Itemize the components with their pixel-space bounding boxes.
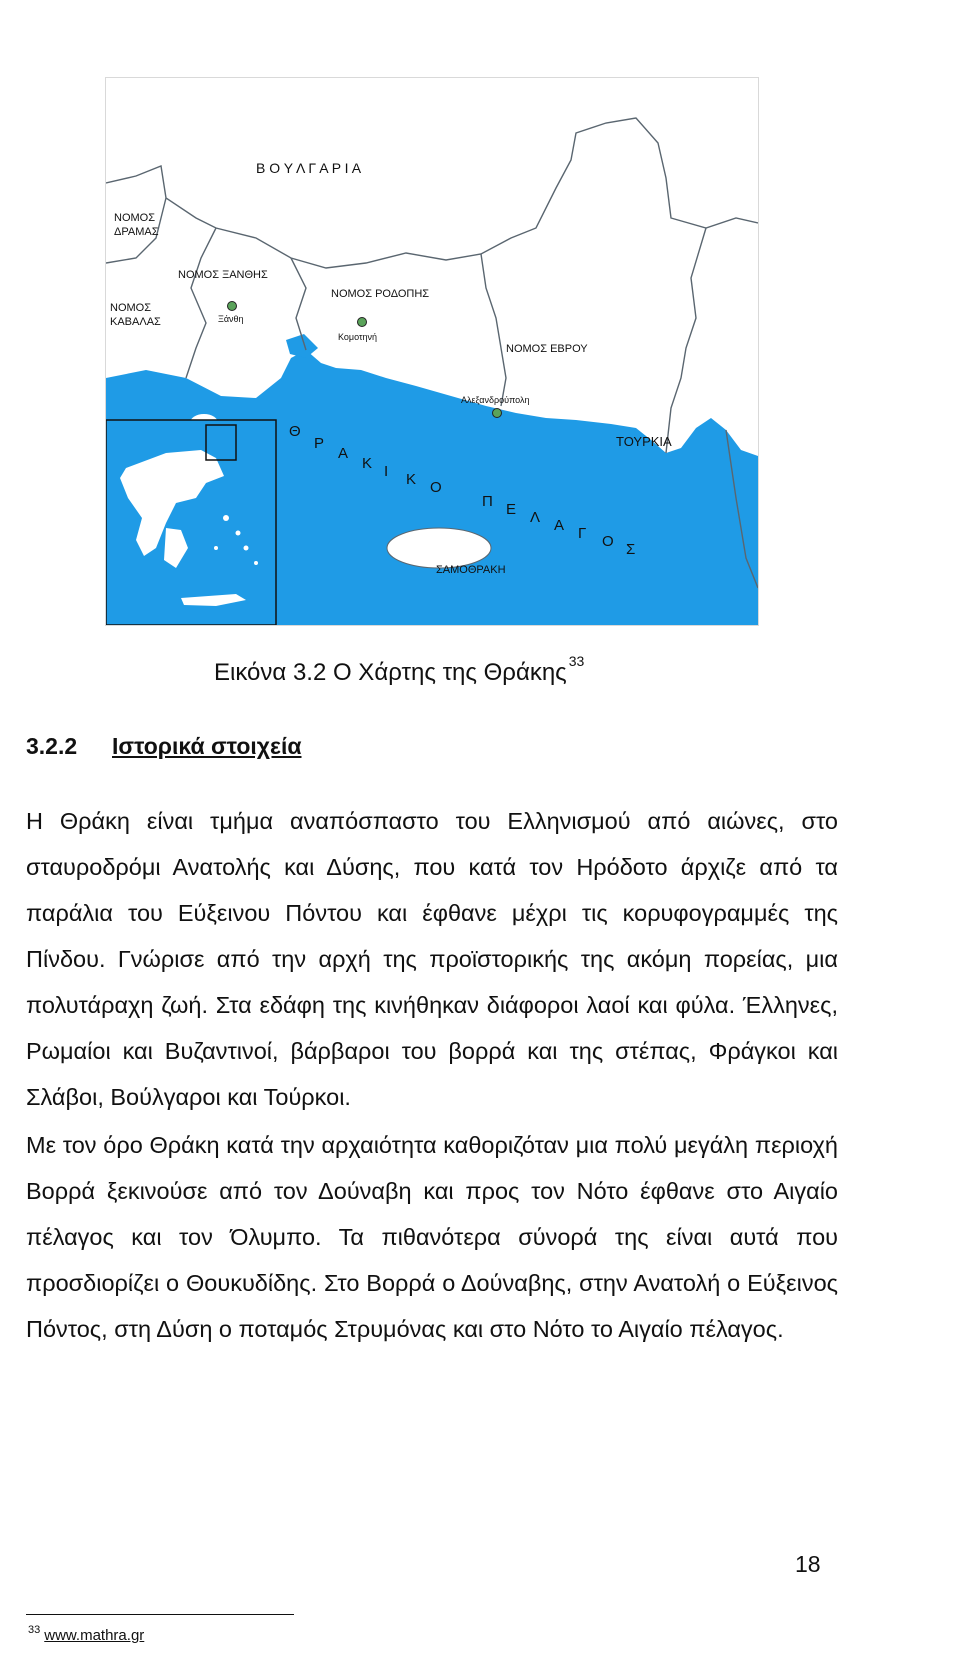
alexandroupoli-marker [493,409,502,418]
paragraph-boundaries: Με τον όρο Θράκη κατά την αρχαιότητα καθοριζόταν μια πολύ μεγάλη περιοχή Βορρά ξεκινούσε από τον Δούναβη και προς τον Νότο έφθανε στο Αιγαίο πέλαγος και τον Όλυμπο. Τα πιθανότερα σύνορά της είναι αυτά που προσδιορίζει ο Θουκυδίδης. Στο Βορρά ο Δούναβης, στην Ανατολή ο Εύξεινος Πόντος, στη Δύση ο ποταμός Στρυμόνας και στο Νότο το Αιγαίο πέλαγος. [26,1132,838,1342]
paragraph-history: Η Θράκη είναι τμήμα αναπόσπαστο του Ελληνισμού από αιώνες, στο σταυροδρόμι Ανατολής και Δύσης, που κατά τον Ηρόδοτο άρχιζε από τα παράλια του Εύξεινου Πόντου και έφθανε μέχρι τις κορυφογραμμές της Πίνδου. Γνώρισε από την αρχή της προϊστορικής της ακόμη πορείας, μια πολυτάραχη ζωή. Στα εδάφη της κινήθηκαν διάφοροι λαοί και φύλα. Έλληνες, Ρωμαίοι και Βυζαντινοί, βάρβαροι του βορρά και της στέπας, Φράγκοι και Σλάβοι, Βούλγαροι και Τούρκοι. [26,808,838,1110]
label-alexandroupoli-city: Αλεξανδρούπολη [461,395,530,405]
footnote-number: 33 [28,1624,41,1636]
label-turkey: ΤΟΥΡΚΙΑ [616,434,672,449]
label-kavala-line1: ΝΟΜΟΣ [110,302,152,314]
figure-caption [214,653,585,687]
sea-letter: Α [338,445,349,462]
sea-letter: Λ [530,509,541,526]
label-bulgaria: Β Ο Υ Λ Γ Α Ρ Ι Α [256,160,362,176]
figure-caption-text: Εικόνα 3.2 Ο Χάρτης της Θράκης [214,659,567,686]
page-number: 18 [795,1551,821,1577]
footnote [28,1624,145,1644]
label-komotini-city: Κομοτηνή [338,332,378,342]
sea-letter: Σ [626,541,636,558]
section-title: Ιστορικά στοιχεία [112,733,302,759]
caption-footnote-ref: 33 [568,653,585,669]
komotini-marker [358,318,367,327]
sea-letter: Θ [289,423,301,440]
label-drama-line2: ΔΡΑΜΑΣ [114,226,159,238]
label-xanthi-city: Ξάνθη [218,314,244,324]
label-evros-prefecture: ΝΟΜΟΣ ΕΒΡΟΥ [506,343,588,355]
greece-inset [106,420,276,625]
footnote-link[interactable]: www.mathra.gr [44,1627,145,1644]
section-heading [26,733,302,760]
sea-letter: Ι [384,463,389,480]
sea-letter: Ρ [314,435,325,452]
sea-letter: Α [554,517,565,534]
sea-letter: Ο [430,479,442,496]
sea-letter: Ε [506,501,517,518]
section-number: 3.2.2 [26,733,78,759]
samothraki-island [387,528,491,568]
sea-letter: Ο [602,533,614,550]
label-drama-line1: ΝΟΜΟΣ [114,212,156,224]
sea-letter: Κ [406,471,417,488]
label-kavala-line2: ΚΑΒΑΛΑΣ [110,316,161,328]
sea-letter: Π [482,493,493,510]
label-samothraki: ΣΑΜΟΘΡΑΚΗ [436,564,506,576]
footnote-separator [26,1614,294,1615]
xanthi-marker [228,302,237,311]
sea-letter: Κ [362,455,373,472]
sea-letter: Γ [578,525,587,542]
label-xanthi-prefecture: ΝΟΜΟΣ ΞΑΝΘΗΣ [178,269,268,281]
thrace-map [105,77,759,626]
label-rodopi-prefecture: ΝΟΜΟΣ ΡΟΔΟΠΗΣ [331,288,430,300]
